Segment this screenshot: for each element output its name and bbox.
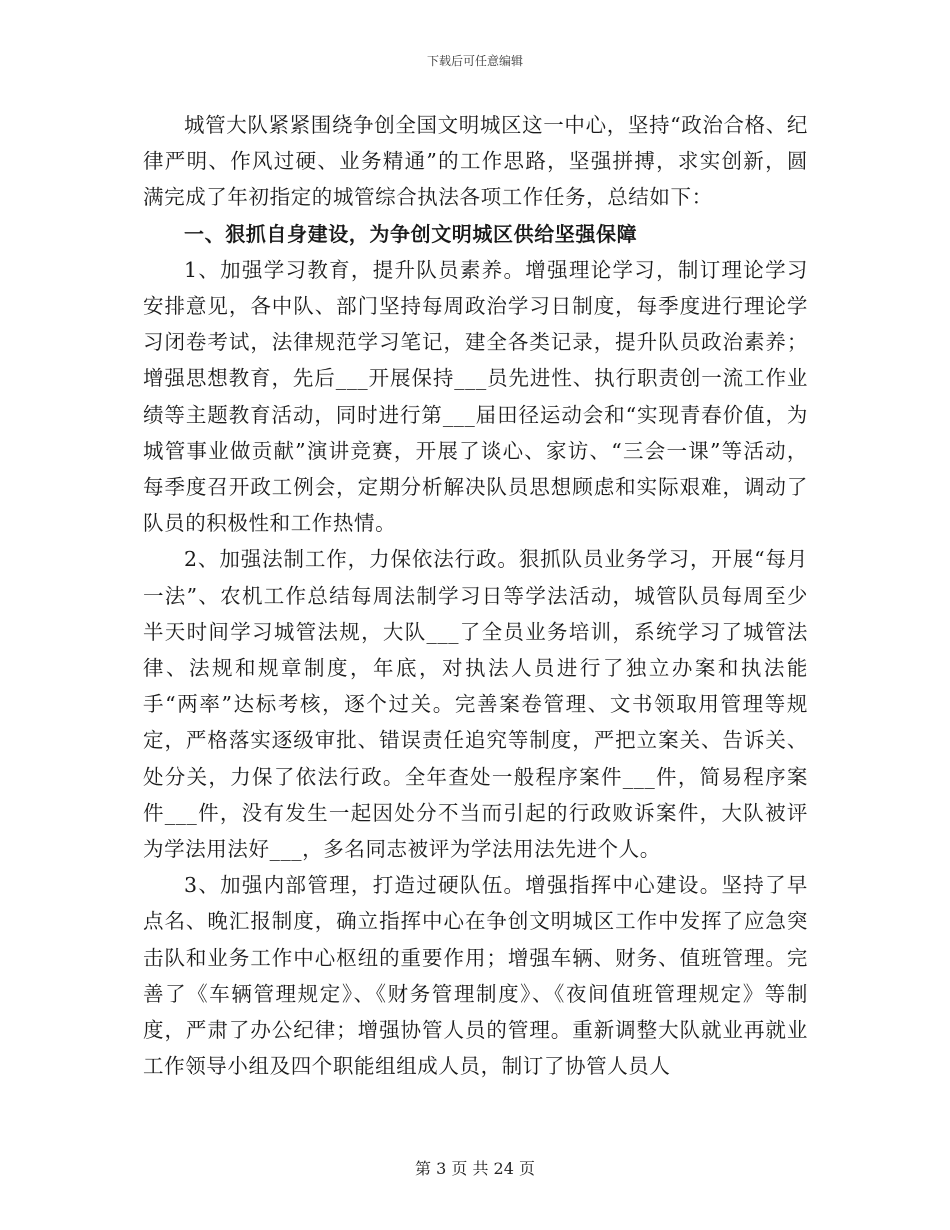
intro-paragraph: 城管大队紧紧围绕争创全国文明城区这一中心，坚持“政治合格、纪律严明、作风过硬、业务精通”的工作思路，坚强拼搏，求实创新，圆满完成了年初指定的城管综合执法各项工作任务，总结如下： [143, 113, 808, 210]
page-header-note: 下载后可任意编辑 [426, 54, 523, 68]
paragraph-item-1: 1、加强学习教育，提升队员素养。增强理论学习，制订理论学习安排意见，各中队、部门坚持每周政治学习日制度，每季度进行理论学习闭卷考试，法律规范学习笔记，建全各类记录，提升队员政治素养；增强思想教育，先后___开展保持___员先进性、执行职责创一流工作业绩等主题教育活动，同时进行第___届田径运动会和“实现青春价值，为城管事业做贡献”演讲竞赛，开展了谈心、家访、“三会一课”等活动，每季度召开政工例会，定期分析解决队员思想顾虑和实际艰难，调动了队员的积极性和工作热情。 [143, 257, 808, 536]
paragraph-item-3: 3、加强内部管理，打造过硬队伍。增强指挥中心建设。坚持了早点名、晚汇报制度，确立指挥中心在争创文明城区工作中发挥了应急突击队和业务工作中心枢纽的重要作用；增强车辆、财务、值班管理。完善了《车辆管理规定》、《财务管理制度》、《夜间值班管理规定》等制度，严肃了办公纪律；增强协管人员的管理。重新调整大队就业再就业工作领导小组及四个职能组组成人员，制订了协管人员人 [143, 873, 808, 1079]
paragraph-item-2: 2、加强法制工作，力保依法行政。狠抓队员业务学习，开展“每月一法”、农机工作总结每周法制学习日等学法活动，城管队员每周至少半天时间学习城管法规，大队___了全员业务培训，系统学习了城管法律、法规和规章制度，年底，对执法人员进行了独立办案和执法能手“两率”达标考核，逐个过关。完善案卷管理、文书领取用管理等规定，严格落实逐级审批、错误责任追究等制度，严把立案关、告诉关、处分关，力保了依法行政。全年查处一般程序案件___件，简易程序案件___件，没有发生一起因处分不当而引起的行政败诉案件，大队被评为学法用法好___，多名同志被评为学法用法先进个人。 [143, 547, 808, 862]
page-number: 第 3 页 共 24 页 [415, 1159, 535, 1178]
section-heading: 一、狠抓自身建设，为争创文明城区供给坚强保障 [184, 221, 638, 246]
document-body [143, 107, 808, 1084]
